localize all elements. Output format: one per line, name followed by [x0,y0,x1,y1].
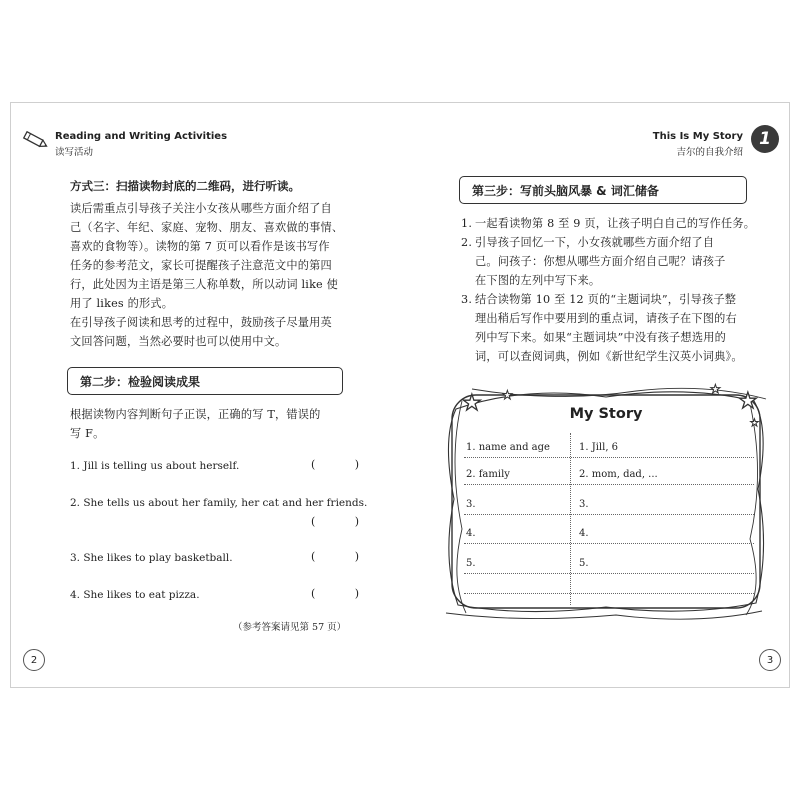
story-row-line [464,593,754,594]
step-line: 列中写下来。如果“主题词块”中没有孩子想选用的 [475,331,726,344]
star-icon: ★ [502,388,513,402]
step3-title: 第三步：写前头脑风暴 & 词汇储备 [472,183,659,198]
step-line: 在下图的左列中写下来。 [475,274,601,287]
story-left-1[interactable]: 1. name and age [466,442,550,453]
story-left-2[interactable]: 2. family [466,469,510,480]
intro-line: 任务的参考范文，家长可提醒孩子注意范文中的第四 [70,259,332,272]
question-3: 3. She likes to play basketball. [70,552,233,564]
book-spread [10,102,790,688]
star-icon: ★ [710,382,721,396]
step2-title: 第二步：检验阅读成果 [80,374,201,389]
story-row-line [464,543,754,544]
story-right-5[interactable]: 5. [579,558,589,569]
step-line: 引导孩子回忆一下，小女孩就哪些方面介绍了自 [475,236,715,249]
step-line: 词，可以查阅词典，例如《新世纪学生汉英小词典》。 [475,350,743,363]
step-item [461,233,761,290]
method3-heading: 方式三：扫描读物封底的二维码，进行听读。 [70,179,300,193]
story-left-3[interactable]: 3. [466,499,476,510]
step-line: 理出稍后写作中要用到的重点词，请孩子在下图的右 [475,312,737,325]
intro-line: 读后需重点引导孩子关注小女孩从哪些方面介绍了自 [70,202,332,215]
step3-instructions [461,214,761,366]
header-title-cn: 读写活动 [55,147,94,158]
story-right-1[interactable]: 1. Jill, 6 [579,442,619,453]
story-right-4[interactable]: 4. [579,528,589,539]
page-number-right: 3 [759,649,781,671]
intro-line: 喜欢的食物等）。读物的第 7 页可以看作是该书写作 [70,240,330,253]
step-item [461,290,761,366]
step2-banner [67,367,343,395]
instruction-line: 根据读物内容判断句子正误，正确的写 T，错误的 [70,408,321,421]
pencil-icon [19,129,49,151]
step-line: 结合读物第 10 至 12 页的“主题词块”，引导孩子整 [475,293,737,306]
chapter-badge [751,125,779,153]
story-row-line [464,484,754,485]
answer-blank-3[interactable]: ( ) [311,550,378,563]
story-left-4[interactable]: 4. [466,528,476,539]
answer-blank-1[interactable]: ( ) [311,458,378,471]
instruction-line: 写 F。 [70,427,105,440]
answer-blank-2[interactable]: ( ) [311,515,378,528]
question-2: 2. She tells us about her family, her cat and her friends. [70,497,368,509]
my-story-frame [436,379,776,624]
story-row-line [464,573,754,574]
story-divider [570,433,571,605]
story-row-line [464,457,754,458]
step-number: 1. [461,217,473,230]
header-title-en: Reading and Writing Activities [55,131,228,142]
instruction-text [70,405,370,443]
step-item [461,214,761,233]
step-number: 3. [461,293,473,306]
chapter-number: 1 [759,129,771,149]
page-number-left: 2 [23,649,45,671]
answer-blank-4[interactable]: ( ) [311,587,378,600]
question-1: 1. Jill is telling us about herself. [70,460,240,472]
star-icon: ★ [462,391,482,416]
story-right-2[interactable]: 2. mom, dad, ... [579,469,658,480]
story-left-5[interactable]: 5. [466,558,476,569]
star-icon: ★ [738,389,758,414]
intro-paragraph [70,199,370,351]
story-right-3[interactable]: 3. [579,499,589,510]
step-line: 一起看读物第 8 至 9 页，让孩子明白自己的写作任务。 [475,217,756,230]
question-4: 4. She likes to eat pizza. [70,589,200,601]
step-number: 2. [461,236,473,249]
header-title-cn: 吉尔的自我介绍 [676,147,743,158]
my-story-title: My Story [569,406,643,422]
star-icon: ★ [750,418,759,429]
step-line: 己。问孩子：你想从哪些方面介绍自己呢？请孩子 [475,255,726,268]
header-title-en: This Is My Story [652,131,743,142]
story-row-line [464,514,754,515]
intro-line: 在引导孩子阅读和思考的过程中，鼓励孩子尽量用英 [70,316,332,329]
intro-line: 行，此处因为主语是第三人称单数，所以动词 like 使 [70,278,339,291]
intro-line: 文回答问题，当然必要时也可以使用中文。 [70,335,287,348]
intro-line: 己（名字、年纪、家庭、宠物、朋友、喜欢做的事情、 [70,221,344,234]
step3-banner [459,176,747,204]
answer-note: （参考答案请见第 57 页） [233,622,347,633]
intro-line: 用了 likes 的形式。 [70,297,174,310]
